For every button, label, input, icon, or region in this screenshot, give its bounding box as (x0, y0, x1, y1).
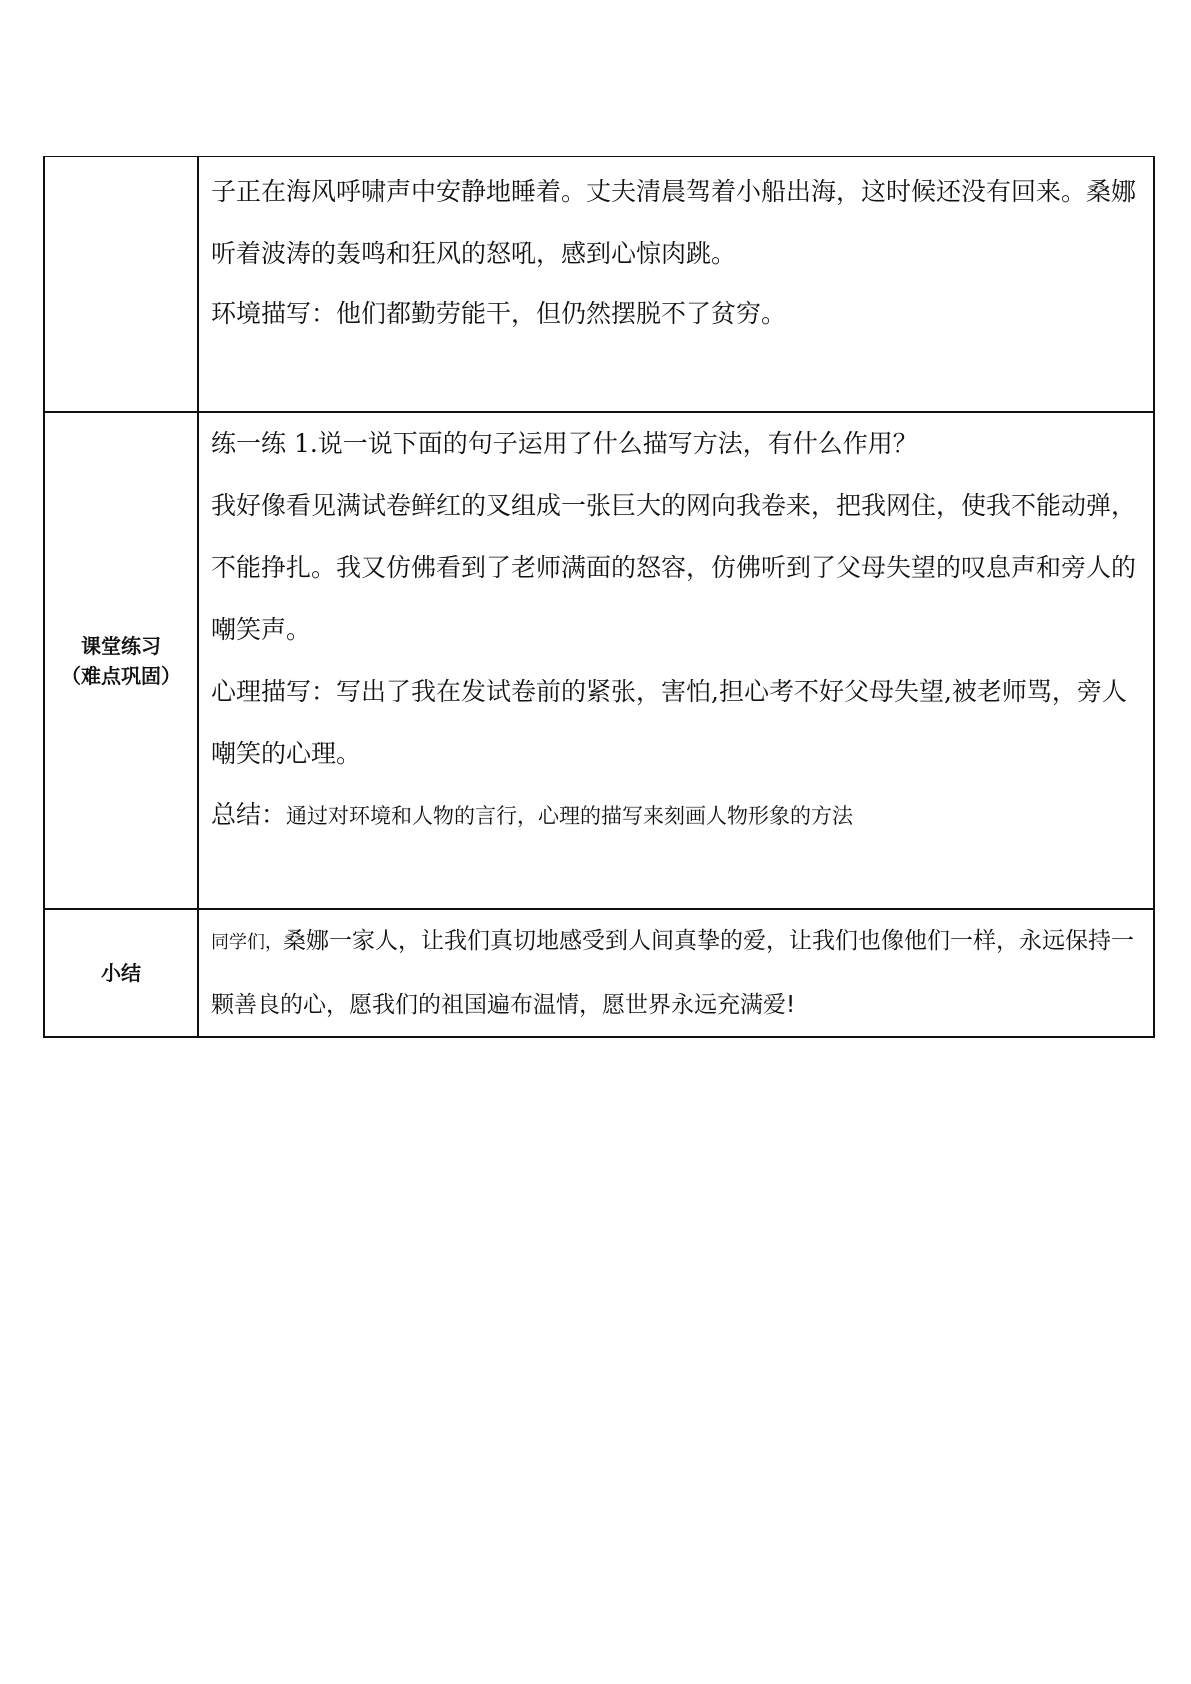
lesson-plan-table (43, 156, 1155, 1038)
closing-text: 桑娜一家人，让我们真切地感受到人间真挚的爱，让我们也像他们一样，永远保持一颗善良的心，愿我们的祖国遍布温情，愿世界永远充满爱! (211, 928, 1134, 1018)
row-content-practice (198, 412, 1154, 909)
row-label-practice (44, 412, 198, 909)
table-row-environment (44, 157, 1154, 413)
row-content-environment (198, 157, 1154, 413)
exercise-summary (211, 785, 1143, 846)
row-content-summary (198, 909, 1154, 1037)
exercise-title: 练一练 1.说一说下面的句子运用了什么描写方法，有什么作用？ (211, 429, 918, 458)
exercise-analysis: 心理描写：写出了我在发试卷前的紧张，害怕,担心考不好父母失望,被老师骂，旁人嘲笑的心理。 (211, 677, 1127, 768)
exercise-passage: 我好像看见满试卷鲜红的叉组成一张巨大的网向我卷来，把我网住，使我不能动弹，不能挣扎。我又仿佛看到了老师满面的怒容，仿佛听到了父母失望的叹息声和旁人的嘲笑声。 (211, 491, 1137, 644)
summary-text: 通过对环境和人物的言行，心理的描写来刻画人物形象的方法 (286, 804, 854, 828)
practice-label-line1: 课堂练习 (81, 633, 161, 658)
row-label-summary: 小结 (44, 909, 198, 1037)
table-row-practice (44, 412, 1154, 909)
story-excerpt: 子正在海风呼啸声中安静地睡着。丈夫清晨驾着小船出海，这时候还没有回来。桑娜听着波涛的轰鸣和狂风的怒吼，感到心惊肉跳。 (211, 177, 1137, 268)
closing-remarks (211, 910, 1143, 1036)
closing-lead: 同学们， (211, 932, 283, 953)
environment-note: 环境描写：他们都勤劳能干，但仍然摆脱不了贫穷。 (211, 299, 787, 328)
row-label-empty (44, 157, 198, 413)
table-row-summary (44, 909, 1154, 1037)
practice-label-line2: （难点巩固） (61, 663, 181, 688)
summary-label: 总结： (211, 800, 287, 829)
